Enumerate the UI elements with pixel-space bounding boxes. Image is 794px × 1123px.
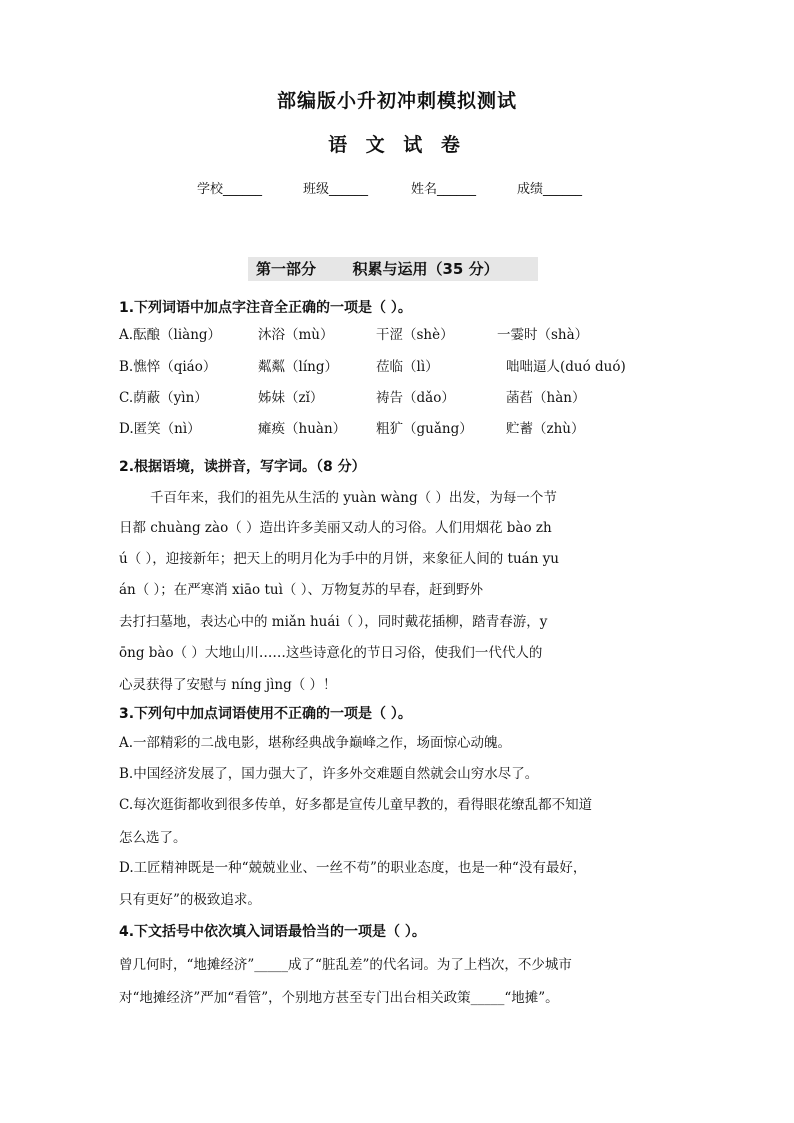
school-field: 学校______ (197, 182, 263, 197)
q1-option-d-4: 贮蓄（zhù） (506, 421, 585, 437)
q2-line-7: 心灵获得了安慰与 níng jìng（ ）！ (119, 677, 337, 693)
q1-option-a-4: 一霎时（shà） (497, 327, 589, 343)
q2-line-2: 日都 chuàng zào（ ）造出许多美丽又动人的习俗。人们用烟花 bào zh (119, 520, 552, 536)
question-2-stem: 2.根据语境，读拼音，写字词。（8 分） (119, 459, 366, 475)
q1-option-b-2: 粼粼（líng） (258, 359, 338, 375)
q1-option-c-1: C.荫蔽（yìn） (119, 390, 208, 406)
part-one-banner (248, 257, 538, 281)
q2-line-1: 千百年来，我们的祖先从生活的 yuàn wàng（ ）出发，为每一个节 (150, 490, 557, 506)
q1-option-c-4: 菡萏（hàn） (506, 390, 586, 406)
q1-option-d-2: 瘫痪（huàn） (258, 421, 347, 437)
name-field: 姓名______ (411, 182, 477, 197)
q4-line-1: 曾几何时，“地摊经济”_____成了“脏乱差”的代名词。为了上档次，不少城市 (119, 957, 572, 973)
q1-option-b-4: 咄咄逼人(duó duó) (506, 359, 626, 375)
q3-option-c-cont: 怎么选了。 (119, 830, 187, 846)
q1-option-d-1: D.匿笑（nì） (119, 421, 201, 437)
q1-option-a-3: 干涩（shè） (376, 327, 454, 343)
q3-option-d: D.工匠精神既是一种“兢兢业业、一丝不苟”的职业态度，也是一种“没有最好， (119, 860, 587, 876)
part-title: 积累与运用（35 分） (352, 260, 499, 278)
q3-option-b: B.中国经济发展了，国力强大了，许多外交难题自然就会山穷水尽了。 (119, 766, 539, 782)
q1-option-c-3: 祷告（dǎo） (376, 390, 455, 406)
q2-line-4: án（ ）；在严寒消 xiāo tuì（ ）、万物复苏的早春，赶到野外 (119, 582, 483, 598)
question-4-stem: 4.下文括号中依次填入词语最恰当的一项是（ ）。 (119, 924, 426, 940)
class-field: 班级______ (303, 182, 369, 197)
exam-title: 部编版小升初冲刺模拟测试 (276, 90, 517, 112)
question-1-stem: 1.下列词语中加点字注音全正确的一项是（ ）。 (119, 300, 412, 316)
q1-option-a-2: 沐浴（mù） (258, 327, 334, 343)
q4-line-2: 对“地摊经济”严加“看管”，个别地方甚至专门出台相关政策_____“地摊”。 (119, 990, 559, 1006)
q1-option-d-3: 粗犷（guǎng） (376, 421, 473, 437)
q1-option-b-1: B.憔悴（qiáo） (119, 359, 217, 375)
q1-option-c-2: 姊妹（zǐ） (258, 390, 324, 406)
score-field: 成绩______ (517, 182, 583, 197)
q1-option-a-1: A.酝酿（liàng） (119, 327, 222, 343)
part-label: 第一部分 (256, 260, 317, 278)
q3-option-c: C.每次逛街都收到很多传单，好多都是宣传儿童早教的，看得眼花缭乱都不知道 (119, 797, 593, 813)
q2-line-5: 去打扫墓地，表达心中的 miǎn huái（ ），同时戴花插柳，踏青春游，y (119, 614, 548, 630)
q2-line-3: ú（ ），迎接新年；把天上的明月化为手中的月饼，来象征人间的 tuán yu (119, 551, 560, 567)
q1-option-b-3: 莅临（lì） (376, 359, 439, 375)
exam-subtitle: 语 文 试 卷 (328, 134, 466, 156)
q3-option-d-cont: 只有更好”的极致追求。 (119, 892, 261, 908)
question-3-stem: 3.下列句中加点词语使用不正确的一项是（ ）。 (119, 706, 412, 722)
q2-line-6: ōng bào（ ）大地山川……这些诗意化的节日习俗，使我们一代代人的 (119, 645, 543, 661)
q3-option-a: A.一部精彩的二战电影，堪称经典战争巅峰之作，场面惊心动魄。 (119, 735, 512, 751)
